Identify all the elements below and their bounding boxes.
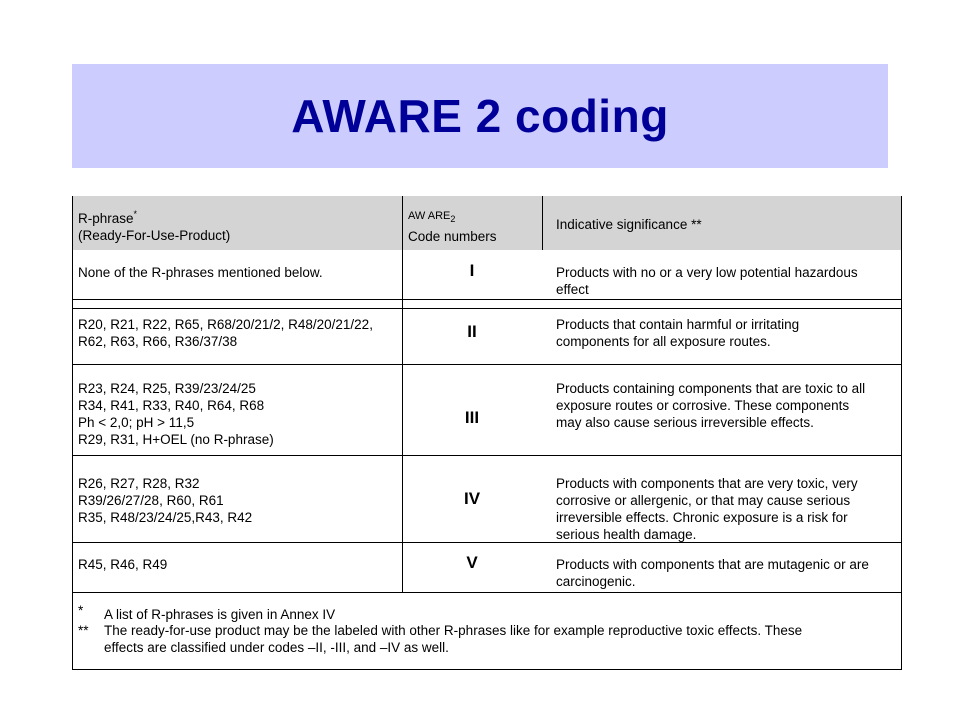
code-number: IV (463, 489, 481, 508)
significance-text: Products with no or a very low potential hazardous effect (556, 265, 858, 297)
header-r-phrase: R-phrase* (Ready-For-Use-Product) (78, 209, 231, 243)
row-line-2 (72, 308, 902, 309)
footnote-text: The ready-for-use product may be the labeled with other R-phrases like for example reproductive toxic effects. These effects are classified under codes –II, -III, and –IV as well. (104, 623, 803, 655)
row-line-6 (72, 592, 902, 593)
title-banner (72, 64, 888, 168)
table-row: None of the R-phrases mentioned below. (78, 265, 323, 280)
code-number: I (469, 261, 475, 280)
table-row: R20, R21, R22, R65, R68/20/21/2, R48/20/21/22, R62, R63, R66, R36/37/38 (78, 317, 373, 349)
footnote-text: A list of R-phrases is given in Annex IV (104, 607, 336, 622)
code-number: V (466, 553, 478, 572)
table-border-left (72, 196, 73, 670)
column-divider-1 (402, 196, 403, 592)
table-row: R45, R46, R49 (78, 557, 168, 572)
significance-text: Products with components that are very toxic, very corrosive or allergenic, or that may cause serious irreversible effects. Chronic exposure is a risk for serious health damage. (556, 476, 858, 542)
header-indicative-significance: Indicative significance ** (556, 217, 702, 232)
table-border-bottom (72, 669, 902, 670)
significance-text: Products with components that are mutagenic or are carcinogenic. (556, 557, 869, 589)
aware-coding-table (72, 196, 902, 670)
slide-title: AWARE 2 coding (291, 90, 669, 142)
significance-text: Products that contain harmful or irritating components for all exposure routes. (556, 317, 800, 349)
row-line-3 (72, 364, 902, 365)
code-number: II (467, 322, 477, 341)
row-line-4 (72, 455, 902, 456)
code-number: III (464, 408, 480, 427)
significance-text: Products containing components that are toxic to all exposure routes or corrosive. These components may also cause serious irreversible effects. (556, 381, 866, 430)
footnote-mark: * (78, 603, 84, 618)
table-row: R26, R27, R28, R32 R39/26/27/28, R60, R61 R35, R48/23/24/25,R43, R42 (78, 476, 253, 525)
header-code-numbers: AW $ARE_2$ Code numbers (408, 210, 497, 244)
table-border-right (901, 196, 902, 670)
table-row: R23, R24, R25, R39/23/24/25 R34, R41, R33, R40, R64, R68 Ph < 2,0; pH > 11,5 R29, R31, H+OEL (no R-phrase) (78, 381, 274, 447)
column-divider-2 (542, 196, 543, 250)
row-line-1 (72, 299, 902, 300)
footnote-mark: ** (78, 623, 89, 638)
